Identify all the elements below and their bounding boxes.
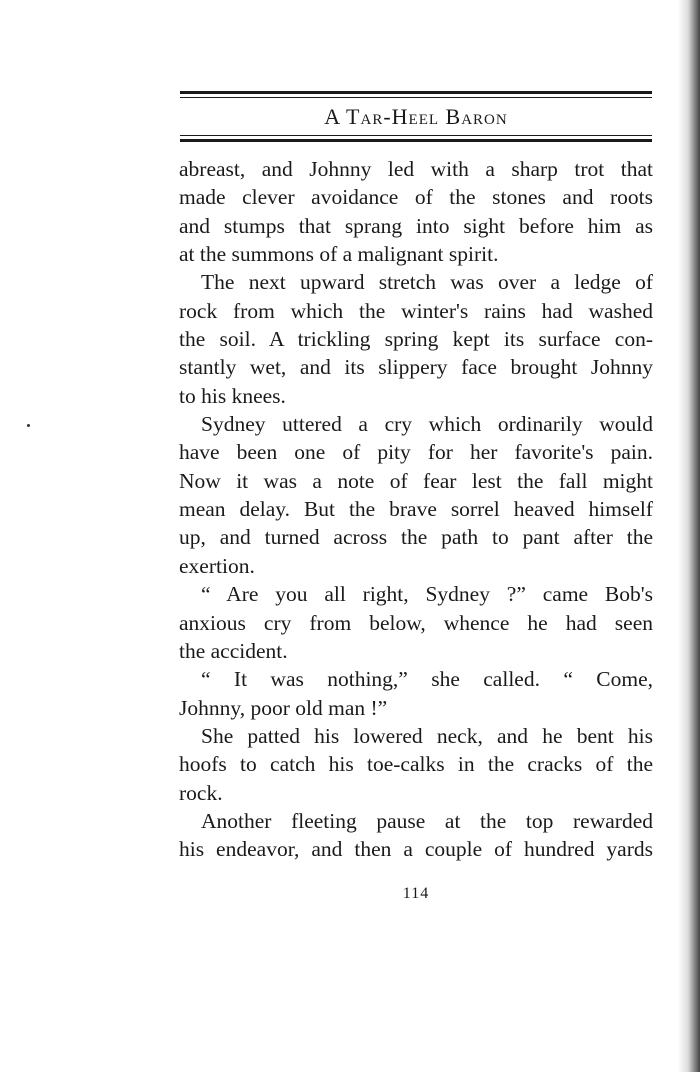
text-line: She patted his lowered neck, and he bent his [201, 723, 653, 748]
text-line: rock from which the winter's rains had washed [179, 298, 653, 323]
text-line: the accident. [179, 638, 288, 663]
text-line: exertion. [179, 553, 255, 578]
text-line: made clever avoidance of the stones and roots [179, 185, 653, 210]
header-rule-bottom-thin [180, 135, 652, 136]
text-line: to his knees. [179, 383, 286, 408]
body-text [179, 155, 653, 864]
text-line: abreast, and Johnny led with a sharp trot that [179, 157, 653, 181]
text-line: mean delay. But the brave sorrel heaved himself [179, 497, 653, 522]
text-line: up, and turned across the path to pant after the [179, 525, 653, 550]
header-rule-top-thin [180, 97, 652, 98]
text-line: “ It was nothing,” she called. “ Come, [201, 667, 653, 692]
text-line: Johnny, poor old man !” [179, 695, 388, 720]
text-line: The next upward stretch was over a ledge of [201, 270, 653, 295]
text-line: his endeavor, and then a couple of hundred yards [179, 837, 653, 862]
header-rule-bottom-thick [180, 139, 652, 142]
text-line: Now it was a note of fear lest the fall might [179, 468, 653, 493]
text-line: Another fleeting pause at the top rewarded [201, 808, 653, 833]
text-line: at the summons of a malignant spirit. [179, 242, 499, 267]
text-line: stantly wet, and its slippery face brought Johnny [179, 355, 653, 380]
scan-speck [27, 424, 30, 427]
running-head: A Tar-Heel Baron [324, 104, 508, 129]
text-line: and stumps that sprang into sight before him as [179, 213, 653, 238]
header-rule-top-thick [180, 91, 652, 94]
page-number: 114 [402, 885, 430, 902]
text-line: rock. [179, 780, 223, 805]
text-line: have been one of pity for her favorite's pain. [179, 440, 653, 465]
text-line: the soil. A trickling spring kept its surface con- [179, 327, 653, 352]
text-line: Sydney uttered a cry which ordinarily would [201, 412, 653, 437]
text-line: anxious cry from below, whence he had seen [179, 610, 653, 635]
text-line: “ Are you all right, Sydney ?” came Bob's [201, 582, 653, 607]
page-edge-shadow [678, 0, 700, 1072]
text-line: hoofs to catch his toe-calks in the cracks of the [179, 752, 653, 777]
